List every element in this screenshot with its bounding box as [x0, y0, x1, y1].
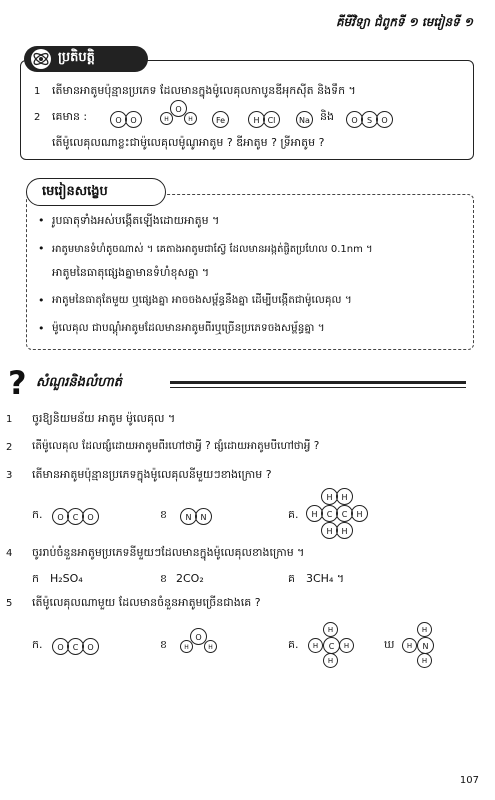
atom-h: H [402, 638, 417, 653]
practice-q2-text: តើម៉ូលេគុលណាខ្លះជាម៉ូលេគុលម៉ូណូអាតូម ? ឌីអាតូម ? ទ្រីអាតូម ? [52, 136, 325, 149]
summary-item: ម៉ូលេគុល ជាបណ្តុំអាតូមដែលមានអាតូមពីរឬច្រើនប្រភេទចងសម្ព័ន្ធគ្នា ។ [52, 322, 325, 334]
practice-title: ប្រតិបត្តិ [58, 50, 95, 65]
exercise-q4-number: 4 [6, 548, 13, 559]
exercise-q3-option-b: ខ [160, 508, 167, 521]
atom-o: O [52, 638, 69, 655]
page-number: 107 [459, 775, 479, 786]
atom-o: O [125, 111, 142, 128]
practice-q1-number: 1 [34, 86, 41, 97]
atom-c: C [321, 505, 338, 522]
atom-o: O [190, 628, 207, 645]
question-mark-icon: ? [8, 364, 27, 402]
exercise-q2-text: តើម៉ូលេគុល ដែលផ្សំដោយអាតូមពីរហៅថាអ្វី ? ផ្សំដោយអាតូមបីហៅថាអ្វី ? [32, 440, 320, 452]
atom-o: O [110, 111, 127, 128]
summary-bullet: • [38, 322, 45, 335]
molecule-h2o [160, 100, 196, 130]
atom-o: O [82, 638, 99, 655]
atom-na: Na [296, 111, 313, 128]
atom-icon [30, 48, 52, 70]
atom-h: H [323, 653, 338, 668]
exercise-q1-text: ចូរឱ្យនិយមន័យ អាតូម ម៉ូលេគុល ។ [32, 412, 176, 425]
summary-item: អាតូមនៃធាតុតែមួយ ឬផ្សេងគ្នា អាចចងសម្ព័ន្ធនឹងគ្នា ដើម្បីបង្កើតជាម៉ូលេគុល ។ [52, 294, 352, 306]
atom-h: H [351, 505, 368, 522]
atom-s: S [361, 111, 378, 128]
atom-c: C [336, 505, 353, 522]
exercise-q3-number: 3 [6, 470, 13, 481]
formula-h2so4: H₂SO₄ [50, 572, 83, 585]
exercise-q3-option-a: ក. [32, 508, 43, 521]
atom-c: C [67, 638, 84, 655]
atom-o: O [346, 111, 363, 128]
atom-h: H [321, 522, 338, 539]
atom-o: O [82, 508, 99, 525]
atom-h: H [204, 640, 217, 653]
atom-h: H [417, 653, 432, 668]
title-rule [170, 387, 466, 388]
molecule-co2 [52, 505, 99, 525]
atom-fe: Fe [212, 111, 229, 128]
atom-c: C [323, 637, 340, 654]
formula-3ch4: 3CH₄ ។ [306, 572, 345, 585]
atom-h: H [336, 522, 353, 539]
practice-q2-given: គេមាន : [52, 110, 88, 123]
exercise-q5-number: 5 [6, 598, 13, 609]
exercises-title: សំណួរនិងលំហាត់ [36, 375, 123, 390]
atom-h: H [339, 638, 354, 653]
molecule-so2 [346, 108, 393, 128]
summary-bullet: • [38, 294, 45, 307]
atom-h: H [160, 112, 173, 125]
atom-h: H [336, 488, 353, 505]
practice-q2-number: 2 [34, 112, 41, 123]
atom-h: H [323, 622, 338, 637]
atom-n: N [195, 508, 212, 525]
exercise-q1-number: 1 [6, 414, 13, 425]
summary-title: មេរៀនសង្ខេប [42, 184, 108, 199]
molecule-o2 [110, 108, 142, 128]
atom-h: H [184, 112, 197, 125]
exercise-q3-option-c: គ. [288, 508, 299, 521]
atom-h: H [180, 640, 193, 653]
molecule-na [296, 108, 313, 128]
summary-bullet: • [38, 242, 45, 255]
atom-h: H [321, 488, 338, 505]
summary-bullet: • [38, 214, 45, 227]
atom-o: O [376, 111, 393, 128]
atom-o: O [52, 508, 69, 525]
atom-h: H [417, 622, 432, 637]
atom-n: N [417, 637, 434, 654]
summary-item: រូបធាតុទាំងអស់បង្កើតឡើងដោយអាតូម ។ [52, 214, 220, 227]
summary-item: អាតូមមានទំហំតូចណាស់ ។ គេតាងអាតូមជាស្វ៊ែ ដែលមានអង្កត់ផ្ចិតប្រហែល 0.1nm ។ [52, 244, 373, 255]
exercise-q5-text: តើម៉ូលេគុលណាមួយ ដែលមានចំនួនអាតូមច្រើនជាងគេ ? [32, 596, 261, 609]
title-rule [170, 381, 466, 384]
exercise-q5-option-b: ខ [160, 638, 167, 651]
practice-q1-text: តើមានអាតូមប៉ុន្មានប្រភេទ ដែលមានក្នុងម៉ូលេគុលកាបូនឌីអុកស៊ីត និងទឹក ។ [52, 84, 356, 97]
molecule-hcl [248, 108, 280, 128]
molecule-ammonia [400, 620, 452, 672]
exercise-q4-option-c: គ [288, 572, 295, 585]
atom-o: O [170, 100, 187, 117]
molecule-methane [306, 620, 358, 672]
molecule-h2o [180, 628, 216, 658]
atom-c: C [67, 508, 84, 525]
exercise-q5-option-c: គ. [288, 638, 299, 651]
formula-2co2: 2CO₂ [176, 572, 204, 585]
exercise-q5-option-a: ក. [32, 638, 43, 651]
molecule-fe [212, 108, 229, 128]
atom-cl: Cl [263, 111, 280, 128]
exercise-q3-text: តើមានអាតូមប៉ុន្មានប្រភេទក្នុងម៉ូលេគុលនីមួយៗខាងក្រោម ? [32, 468, 272, 481]
exercise-q2-number: 2 [6, 442, 13, 453]
atom-h: H [306, 505, 323, 522]
page-header: គីមីវិទ្យា ជំពូកទី ១ មេរៀនទី ១ [335, 15, 473, 29]
molecule-ethane [306, 486, 382, 542]
exercise-q5-option-d: ឃ [384, 638, 395, 651]
exercise-q4-option-b: ខ [160, 572, 167, 585]
atom-h: H [308, 638, 323, 653]
atom-h: H [248, 111, 265, 128]
summary-item: អាតូមនៃធាតុផ្សេងគ្នាមានទំហំខុសគ្នា ។ [52, 266, 210, 279]
molecule-n2 [180, 505, 212, 525]
exercise-q4-option-a: ក [32, 572, 39, 585]
practice-q2-and: និង [320, 110, 334, 123]
exercise-q4-text: ចូររាប់ចំនួនអាតូមប្រភេទនីមួយៗដែលមានក្នុងម៉ូលេគុលខាងក្រោម ។ [32, 546, 305, 559]
atom-n: N [180, 508, 197, 525]
molecule-co2 [52, 635, 99, 655]
